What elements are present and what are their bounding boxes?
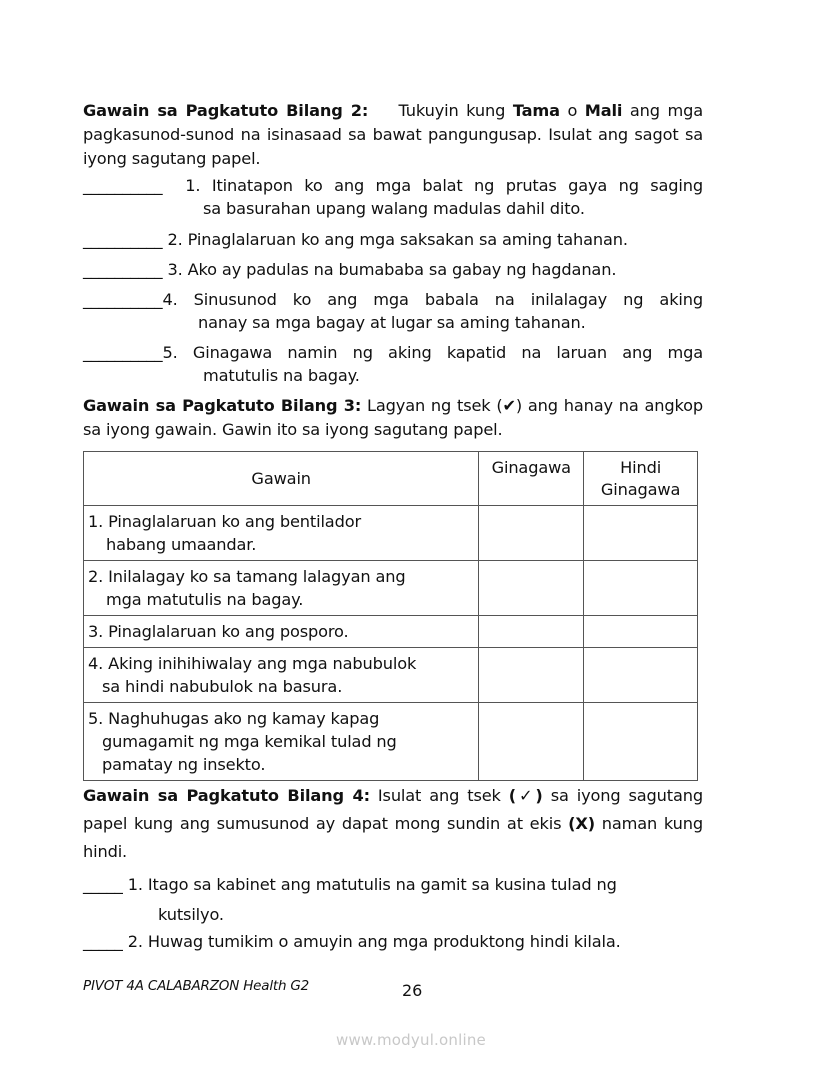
- activity-2-item: __________ 2. Pinaglalaruan ko ang mga saksakan sa aming tahanan.: [83, 230, 628, 249]
- hindi-ginagawa-checkbox-cell[interactable]: [584, 561, 698, 616]
- table-row: [84, 648, 698, 703]
- activity-3-instructions: Gawain sa Pagkatuto Bilang 3: Lagyan ng tsek (✔) ang hanay na angkop sa iyong gawain. Gawin ito sa iyong sagutang papel.: [83, 396, 703, 439]
- activity-4-item: _____ 2. Huwag tumikim o amuyin ang mga produktong hindi kilala.: [83, 932, 621, 951]
- hindi-ginagawa-checkbox-cell[interactable]: [584, 648, 698, 703]
- footer-source: PIVOT 4A CALABARZON Health G2: [83, 978, 310, 994]
- ginagawa-checkbox-cell[interactable]: [479, 616, 584, 648]
- table-row: [84, 703, 698, 781]
- answer-blank: __________: [83, 230, 163, 249]
- answer-blank: __________: [83, 343, 163, 362]
- page-number: 26: [402, 981, 423, 1000]
- ginagawa-checkbox-cell[interactable]: [479, 703, 584, 781]
- answer-blank: _____: [83, 932, 123, 951]
- gawain-cell: 3. Pinaglalaruan ko ang posporo.: [84, 616, 479, 648]
- table-row: [84, 506, 698, 561]
- activity-2-item: __________4. Sinusunod ko ang mga babala na inilalagay ng aking nanay sa mga bagay at lugar sa aming tahanan.: [83, 290, 704, 332]
- gawain-cell: 4. Aking inihihiwalay ang mga nabubulok sa hindi nabubulok na basura.: [84, 648, 479, 703]
- answer-blank: __________: [83, 176, 163, 195]
- ginagawa-checkbox-cell[interactable]: [479, 648, 584, 703]
- activity-2-item: __________ 1. Itinatapon ko ang mga balat ng prutas gaya ng saging sa basurahan upang walang madulas dahil dito.: [83, 176, 704, 218]
- activity-2-item: __________5. Ginagawa namin ng aking kapatid na laruan ang mga matutulis na bagay.: [83, 343, 703, 385]
- answer-blank: _____: [83, 875, 123, 894]
- hindi-ginagawa-checkbox-cell[interactable]: [584, 703, 698, 781]
- activity-2-item: __________ 3. Ako ay padulas na bumababa sa gabay ng hagdanan.: [83, 260, 617, 279]
- gawain-cell: 2. Inilalagay ko sa tamang lalagyan ang mga matutulis na bagay.: [84, 561, 479, 616]
- header-ginagawa: Ginagawa: [479, 452, 584, 506]
- answer-blank: __________: [83, 260, 163, 279]
- activity-3-table: [83, 451, 698, 781]
- header-hindi-ginagawa: Hindi Ginagawa: [584, 452, 698, 506]
- header-gawain: Gawain: [84, 452, 479, 506]
- hindi-ginagawa-checkbox-cell[interactable]: [584, 506, 698, 561]
- table-header-row: [84, 452, 698, 506]
- ginagawa-checkbox-cell[interactable]: [479, 561, 584, 616]
- activity-4-item: _____ 1. Itago sa kabinet ang matutulis na gamit sa kusina tulad ng kutsilyo.: [83, 870, 703, 930]
- gawain-cell: 5. Naghuhugas ako ng kamay kapag gumagamit ng mga kemikal tulad ng pamatay ng insekto.: [84, 703, 479, 781]
- table-row: [84, 561, 698, 616]
- check-mark-symbol: (✓): [508, 786, 543, 805]
- hindi-ginagawa-checkbox-cell[interactable]: [584, 616, 698, 648]
- x-mark-symbol: (X): [568, 814, 595, 833]
- ginagawa-checkbox-cell[interactable]: [479, 506, 584, 561]
- activity-3-title: Gawain sa Pagkatuto Bilang 3:: [83, 396, 362, 415]
- activity-2-instructions: Gawain sa Pagkatuto Bilang 2: Tukuyin kung Tama o Mali ang mga pagkasunod-sunod na isinasaad sa bawat pangungusap. Isulat ang sagot sa iyong sagutang papel.: [83, 101, 703, 168]
- answer-blank: __________: [83, 290, 163, 309]
- activity-4-instructions: Gawain sa Pagkatuto Bilang 4: Isulat ang tsek (✓) sa iyong sagutang papel kung ang sumusunod ay dapat mong sundin at ekis (X) naman kung hindi.: [83, 786, 703, 861]
- gawain-cell: 1. Pinaglalaruan ko ang bentilador habang umaandar.: [84, 506, 479, 561]
- table-row: [84, 616, 698, 648]
- activity-2-title: Gawain sa Pagkatuto Bilang 2:: [83, 101, 369, 120]
- watermark: www.modyul.online: [336, 1031, 486, 1049]
- activity-4-title: Gawain sa Pagkatuto Bilang 4:: [83, 786, 370, 805]
